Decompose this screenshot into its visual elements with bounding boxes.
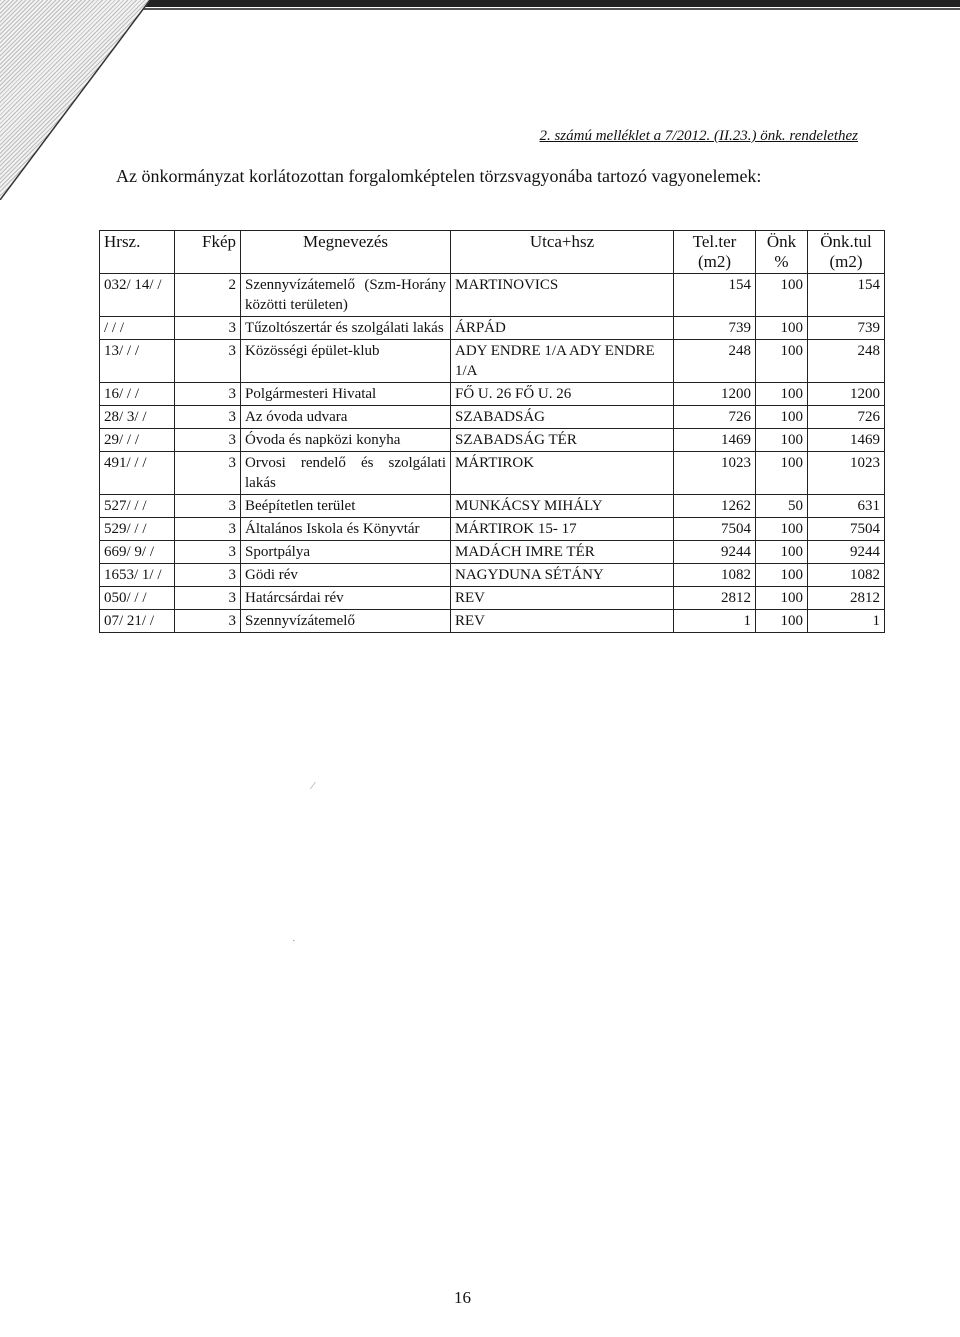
cell-utca: MÁRTIROK 15- 17 <box>451 518 674 541</box>
cell-telter: 1262 <box>674 495 756 518</box>
cell-hrsz: 529/ / / <box>100 518 175 541</box>
cell-megnevezes: Tűzoltószertár és szolgálati lakás <box>241 317 451 340</box>
cell-onk-percent: 100 <box>756 587 808 610</box>
cell-megnevezes: Általános Iskola és Könyvtár <box>241 518 451 541</box>
cell-onk-percent: 100 <box>756 274 808 317</box>
cell-utca: REV <box>451 587 674 610</box>
cell-megnevezes: Szennyvízátemelő <box>241 610 451 633</box>
cell-utca: MADÁCH IMRE TÉR <box>451 541 674 564</box>
cell-megnevezes: Orvosi rendelő és szolgálati lakás <box>241 452 451 495</box>
cell-hrsz: 13/ / / <box>100 340 175 383</box>
table-row <box>100 452 885 495</box>
table-row <box>100 541 885 564</box>
cell-onk-tul: 248 <box>808 340 885 383</box>
table-row <box>100 518 885 541</box>
cell-onk-percent: 100 <box>756 452 808 495</box>
table-row <box>100 429 885 452</box>
cell-onk-percent: 100 <box>756 383 808 406</box>
cell-onk-percent: 100 <box>756 541 808 564</box>
cell-hrsz: 29/ / / <box>100 429 175 452</box>
scan-top-border-secondary <box>110 8 960 10</box>
cell-hrsz: 050/ / / <box>100 587 175 610</box>
cell-telter: 154 <box>674 274 756 317</box>
table-row <box>100 406 885 429</box>
cell-telter: 1023 <box>674 452 756 495</box>
cell-megnevezes: Közösségi épület-klub <box>241 340 451 383</box>
cell-fkep: 3 <box>175 495 241 518</box>
cell-telter: 1200 <box>674 383 756 406</box>
cell-fkep: 2 <box>175 274 241 317</box>
cell-fkep: 3 <box>175 383 241 406</box>
cell-onk-tul: 1469 <box>808 429 885 452</box>
cell-onk-tul: 9244 <box>808 541 885 564</box>
cell-utca: MUNKÁCSY MIHÁLY <box>451 495 674 518</box>
scan-mark: ⁄ <box>312 780 314 792</box>
asset-table <box>99 230 885 633</box>
table-row <box>100 340 885 383</box>
cell-onk-percent: 100 <box>756 610 808 633</box>
column-header-telter: Tel.ter (m2) <box>674 231 756 274</box>
column-header-hrsz: Hrsz. <box>100 231 175 274</box>
cell-hrsz: 1653/ 1/ / <box>100 564 175 587</box>
column-header-utca: Utca+hsz <box>451 231 674 274</box>
cell-telter: 726 <box>674 406 756 429</box>
column-header-onk-percent: Önk % <box>756 231 808 274</box>
document-title: Az önkormányzat korlátozottan forgalomképtelen törzsvagyonába tartozó vagyonelemek: <box>116 166 762 186</box>
table-row <box>100 495 885 518</box>
cell-utca: ÁRPÁD <box>451 317 674 340</box>
cell-hrsz: / / / <box>100 317 175 340</box>
table-row <box>100 383 885 406</box>
cell-utca: ADY ENDRE 1/A ADY ENDRE 1/A <box>451 340 674 383</box>
cell-onk-percent: 100 <box>756 518 808 541</box>
cell-telter: 248 <box>674 340 756 383</box>
cell-fkep: 3 <box>175 518 241 541</box>
cell-telter: 1469 <box>674 429 756 452</box>
cell-onk-tul: 739 <box>808 317 885 340</box>
cell-megnevezes: Óvoda és napközi konyha <box>241 429 451 452</box>
cell-onk-tul: 2812 <box>808 587 885 610</box>
cell-onk-percent: 100 <box>756 429 808 452</box>
cell-onk-percent: 50 <box>756 495 808 518</box>
document-reference: 2. számú melléklet a 7/2012. (II.23.) önk. rendelethez <box>539 128 858 144</box>
table-row <box>100 317 885 340</box>
cell-megnevezes: Beépítetlen terület <box>241 495 451 518</box>
cell-onk-percent: 100 <box>756 406 808 429</box>
cell-telter: 1082 <box>674 564 756 587</box>
cell-utca: SZABADSÁG <box>451 406 674 429</box>
cell-onk-tul: 1023 <box>808 452 885 495</box>
column-header-onk-tul: Önk.tul (m2) <box>808 231 885 274</box>
cell-fkep: 3 <box>175 340 241 383</box>
cell-onk-percent: 100 <box>756 564 808 587</box>
scan-mark: · <box>292 935 296 947</box>
cell-fkep: 3 <box>175 541 241 564</box>
cell-fkep: 3 <box>175 610 241 633</box>
cell-fkep: 3 <box>175 452 241 495</box>
cell-megnevezes: Az óvoda udvara <box>241 406 451 429</box>
cell-megnevezes: Polgármesteri Hivatal <box>241 383 451 406</box>
cell-onk-tul: 1082 <box>808 564 885 587</box>
cell-telter: 2812 <box>674 587 756 610</box>
cell-utca: NAGYDUNA SÉTÁNY <box>451 564 674 587</box>
cell-onk-percent: 100 <box>756 317 808 340</box>
cell-onk-tul: 1200 <box>808 383 885 406</box>
cell-hrsz: 491/ / / <box>100 452 175 495</box>
cell-hrsz: 28/ 3/ / <box>100 406 175 429</box>
cell-hrsz: 16/ / / <box>100 383 175 406</box>
cell-onk-tul: 1 <box>808 610 885 633</box>
cell-hrsz: 07/ 21/ / <box>100 610 175 633</box>
table-row <box>100 610 885 633</box>
cell-onk-percent: 100 <box>756 340 808 383</box>
cell-fkep: 3 <box>175 587 241 610</box>
cell-megnevezes: Sportpálya <box>241 541 451 564</box>
cell-megnevezes: Gödi rév <box>241 564 451 587</box>
table-header-row <box>100 231 885 274</box>
column-header-fkep: Fkép <box>175 231 241 274</box>
cell-telter: 1 <box>674 610 756 633</box>
cell-onk-tul: 631 <box>808 495 885 518</box>
cell-onk-tul: 7504 <box>808 518 885 541</box>
cell-hrsz: 032/ 14/ / <box>100 274 175 317</box>
cell-megnevezes: Határcsárdai rév <box>241 587 451 610</box>
cell-hrsz: 527/ / / <box>100 495 175 518</box>
page-number: 16 <box>454 1288 471 1307</box>
cell-hrsz: 669/ 9/ / <box>100 541 175 564</box>
column-header-megnevezes: Megnevezés <box>241 231 451 274</box>
cell-onk-tul: 726 <box>808 406 885 429</box>
cell-telter: 9244 <box>674 541 756 564</box>
cell-utca: REV <box>451 610 674 633</box>
cell-utca: MARTINOVICS <box>451 274 674 317</box>
table-row <box>100 274 885 317</box>
cell-fkep: 3 <box>175 564 241 587</box>
cell-onk-tul: 154 <box>808 274 885 317</box>
cell-telter: 739 <box>674 317 756 340</box>
cell-utca: MÁRTIROK <box>451 452 674 495</box>
cell-telter: 7504 <box>674 518 756 541</box>
cell-megnevezes: Szennyvízátemelő (Szm-Horány közötti területen) <box>241 274 451 317</box>
table-row <box>100 564 885 587</box>
cell-utca: FŐ U. 26 FŐ U. 26 <box>451 383 674 406</box>
cell-fkep: 3 <box>175 317 241 340</box>
cell-utca: SZABADSÁG TÉR <box>451 429 674 452</box>
cell-fkep: 3 <box>175 406 241 429</box>
table-row <box>100 587 885 610</box>
cell-fkep: 3 <box>175 429 241 452</box>
